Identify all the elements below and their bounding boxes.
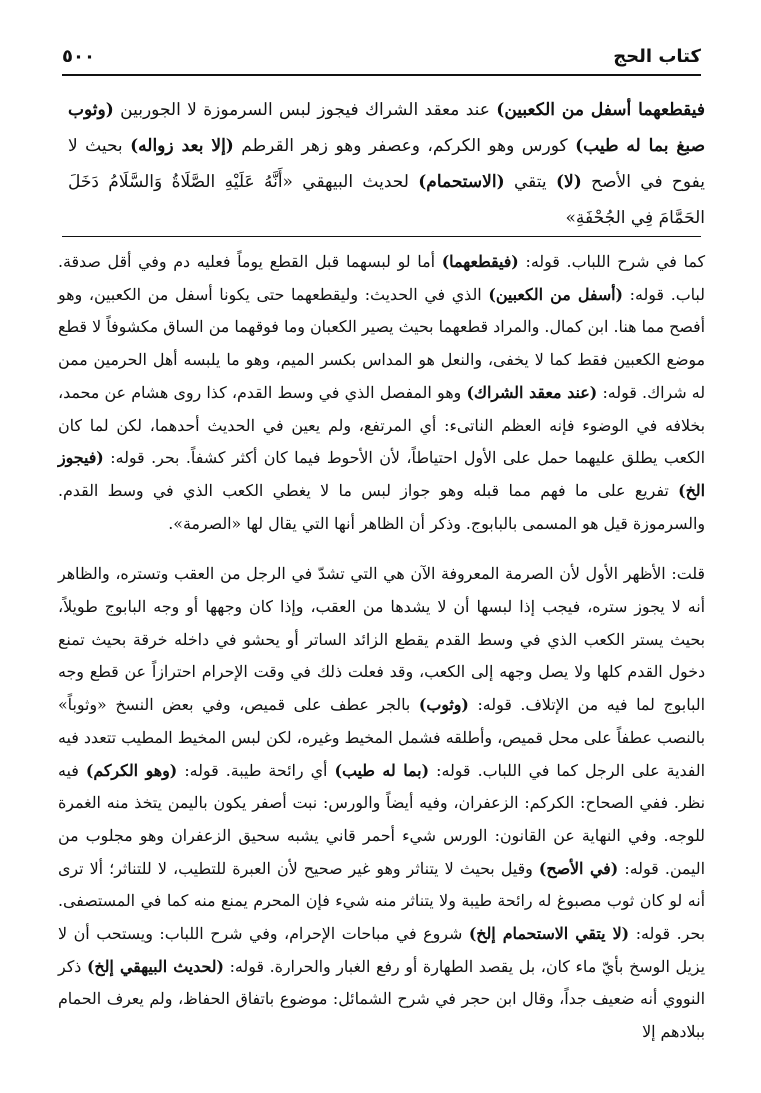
commentary-text: تفريع على ما فهم مما قبله وهو جواز لبس ما لا يغطي الكعب الذي في وسط القدم. والسرموزة قيل هو المسمى بالبابوج. وذكر أن الظاهر أنها التي يقال لها «الصرمة». [58, 480, 705, 533]
commentary-paragraph-1 [58, 246, 705, 540]
commentary-lemma: (بما له طيب) [334, 760, 430, 780]
commentary-lemma: (وثوب) [418, 695, 469, 715]
matn-text-5: لحديث البيهقي «أَنَّهُ عَلَيْهِ الصَّلَاةُ وَالسَّلَامُ دَخَلَ الحَمَّامَ فِي الجُحْفَةِ» [68, 172, 705, 228]
commentary-text: بالجر عطف على قميص، وفي بعض النسخ «وثوباً» بالنصب عطفاً على محل قميص، وأطلقه فشمل المخيط وغيره، لكن لبس المخيط المطيب تتعدد فيه الفدية على الرجل كما في اللباب. قوله: [58, 695, 705, 780]
commentary-text: فيه نظر. ففي الصحاح: الكركم: الزعفران، وفيه أيضاً والورس: نبت أصفر يكون باليمن يتخذ منه الغمرة للوجه. وفي النهاية عن القانون: الورس شيء أحمر قاني يشبه سحيق الزعفران وهو مجلوب من اليمن. قوله: [58, 760, 705, 878]
matn-bold-3: (إلا بعد زواله) [130, 136, 234, 156]
matn-text-1: عند معقد الشراك فيجوز لبس السرموزة لا الجوربين [113, 100, 497, 120]
matn-bold-2: (وثوب صبغ بما له طيب) [68, 100, 705, 156]
matn-text-2: كورس وهو الكركم، وعصفر وهو زهر القرطم [233, 136, 576, 156]
commentary-text: وقيل بحيث لا يتناثر وهو غير صحيح لأن العبرة للتطيب، لا للتناثر؛ ألا ترى أنه لو كان ثوب مصبوغ له رائحة طيبة ولا يتناثر منه شيء فإن المحرم يمنع منه كما في المستصفى. بحر. قوله: [58, 858, 705, 944]
matn-text-4: يتقي [504, 172, 556, 192]
text-divider [62, 236, 701, 237]
main-text [68, 92, 705, 236]
commentary-paragraph-2 [58, 558, 705, 1049]
commentary-text: أي رائحة طيبة. قوله: [177, 760, 335, 780]
commentary-text: وهو المفصل الذي في وسط القدم، كذا روى هشام عن محمد، بخلافه في الوضوء فإنه العظم الناتىء: أي المرتفع، ولم يعين في الحديث أحدهما، لكن لما كان الكعب يطلق عليهما حمل على الأول احتياطاً، لأن الأحوط فيما كان أكثر كشفاً. بحر. قوله: [58, 382, 705, 468]
matn-bold-4: (لا) [555, 172, 582, 192]
commentary-lemma: (وهو الكركم) [85, 760, 178, 780]
commentary-lemma: (لحديث البيهقي إلخ) [86, 956, 224, 976]
commentary-lemma: (فيجوز الخ) [58, 448, 705, 500]
commentary-lemma: (عند معقد الشراك) [466, 382, 598, 402]
running-title: كتاب الحج [613, 46, 701, 67]
commentary-text: قلت: الأظهر الأول لأن الصرمة المعروفة الآن هي التي تشدّ في الرجل من العقب وتستره، والظاهر أنه لا يجوز ستره، فيجب إذا لبسها أن لا يشدها من العقب، وإذا كان وجهها أو وجه البابوج طويلاً، بحيث يستر الكعب الذي في وسط القدم يقطع الزائد الساتر أو يحشو في داخله خرقة بحيث تمنع دخول القدم كلها ولا يصل وجهه إلى الكعب، وقد فعلت ذلك في وقت الإحرام احترازاً عن قطع وجه البابوج لما فيه من الإتلاف. قوله: [58, 564, 705, 715]
commentary-lemma: (لا يتقي الاستحمام إلخ) [468, 924, 630, 944]
commentary-lemma: (في الأصح) [538, 858, 619, 878]
commentary-lemma: (فيقطعهما) [441, 252, 519, 271]
commentary-text: كما في شرح اللباب. قوله: [518, 252, 705, 271]
commentary-text: أما لو لبسهما قبل القطع يوماً فعليه دم وفي أقل صدقة. لباب. قوله: [58, 252, 705, 304]
commentary [58, 246, 705, 1049]
commentary-text: شروع في مباحات الإحرام، وفي شرح اللباب: ويستحب أن لا يزيل الوسخ بأيّ ماء كان، بل يقصد الطهارة أو رفع الغبار والحرارة. قوله: [58, 924, 706, 976]
page-header [62, 40, 701, 76]
page-number: ٥٠٠ [62, 46, 95, 67]
matn-bold-5: (الاستحمام) [418, 172, 505, 192]
commentary-lemma: (أسفل من الكعبين) [488, 284, 623, 304]
matn-bold-1: فيقطعهما أسفل من الكعبين) [496, 100, 706, 120]
matn-text-3: بحيث لا يفوح في الأصح [68, 136, 705, 192]
commentary-text: ذكر النووي أنه ضعيف جداً، وقال ابن حجر في شرح الشمائل: موضوع باتفاق الحفاظ، ولم يعرف الحمام ببلادهم إلا [58, 956, 705, 1042]
commentary-text: الذي في الحديث: وليقطعهما حتى يكونا أسفل من الكعبين، وهو أفصح مما هنا. ابن كمال. والمراد قطعهما بحيث يصير الكعبان وما فوقهما من الساق مكشوفاً لا قطع موضع الكعبين فقط كما لا يخفى، والنعل هو المداس بكسر الميم، وهو ما يلبسه أهل الحرمين ممن له شراك. قوله: [58, 284, 706, 402]
